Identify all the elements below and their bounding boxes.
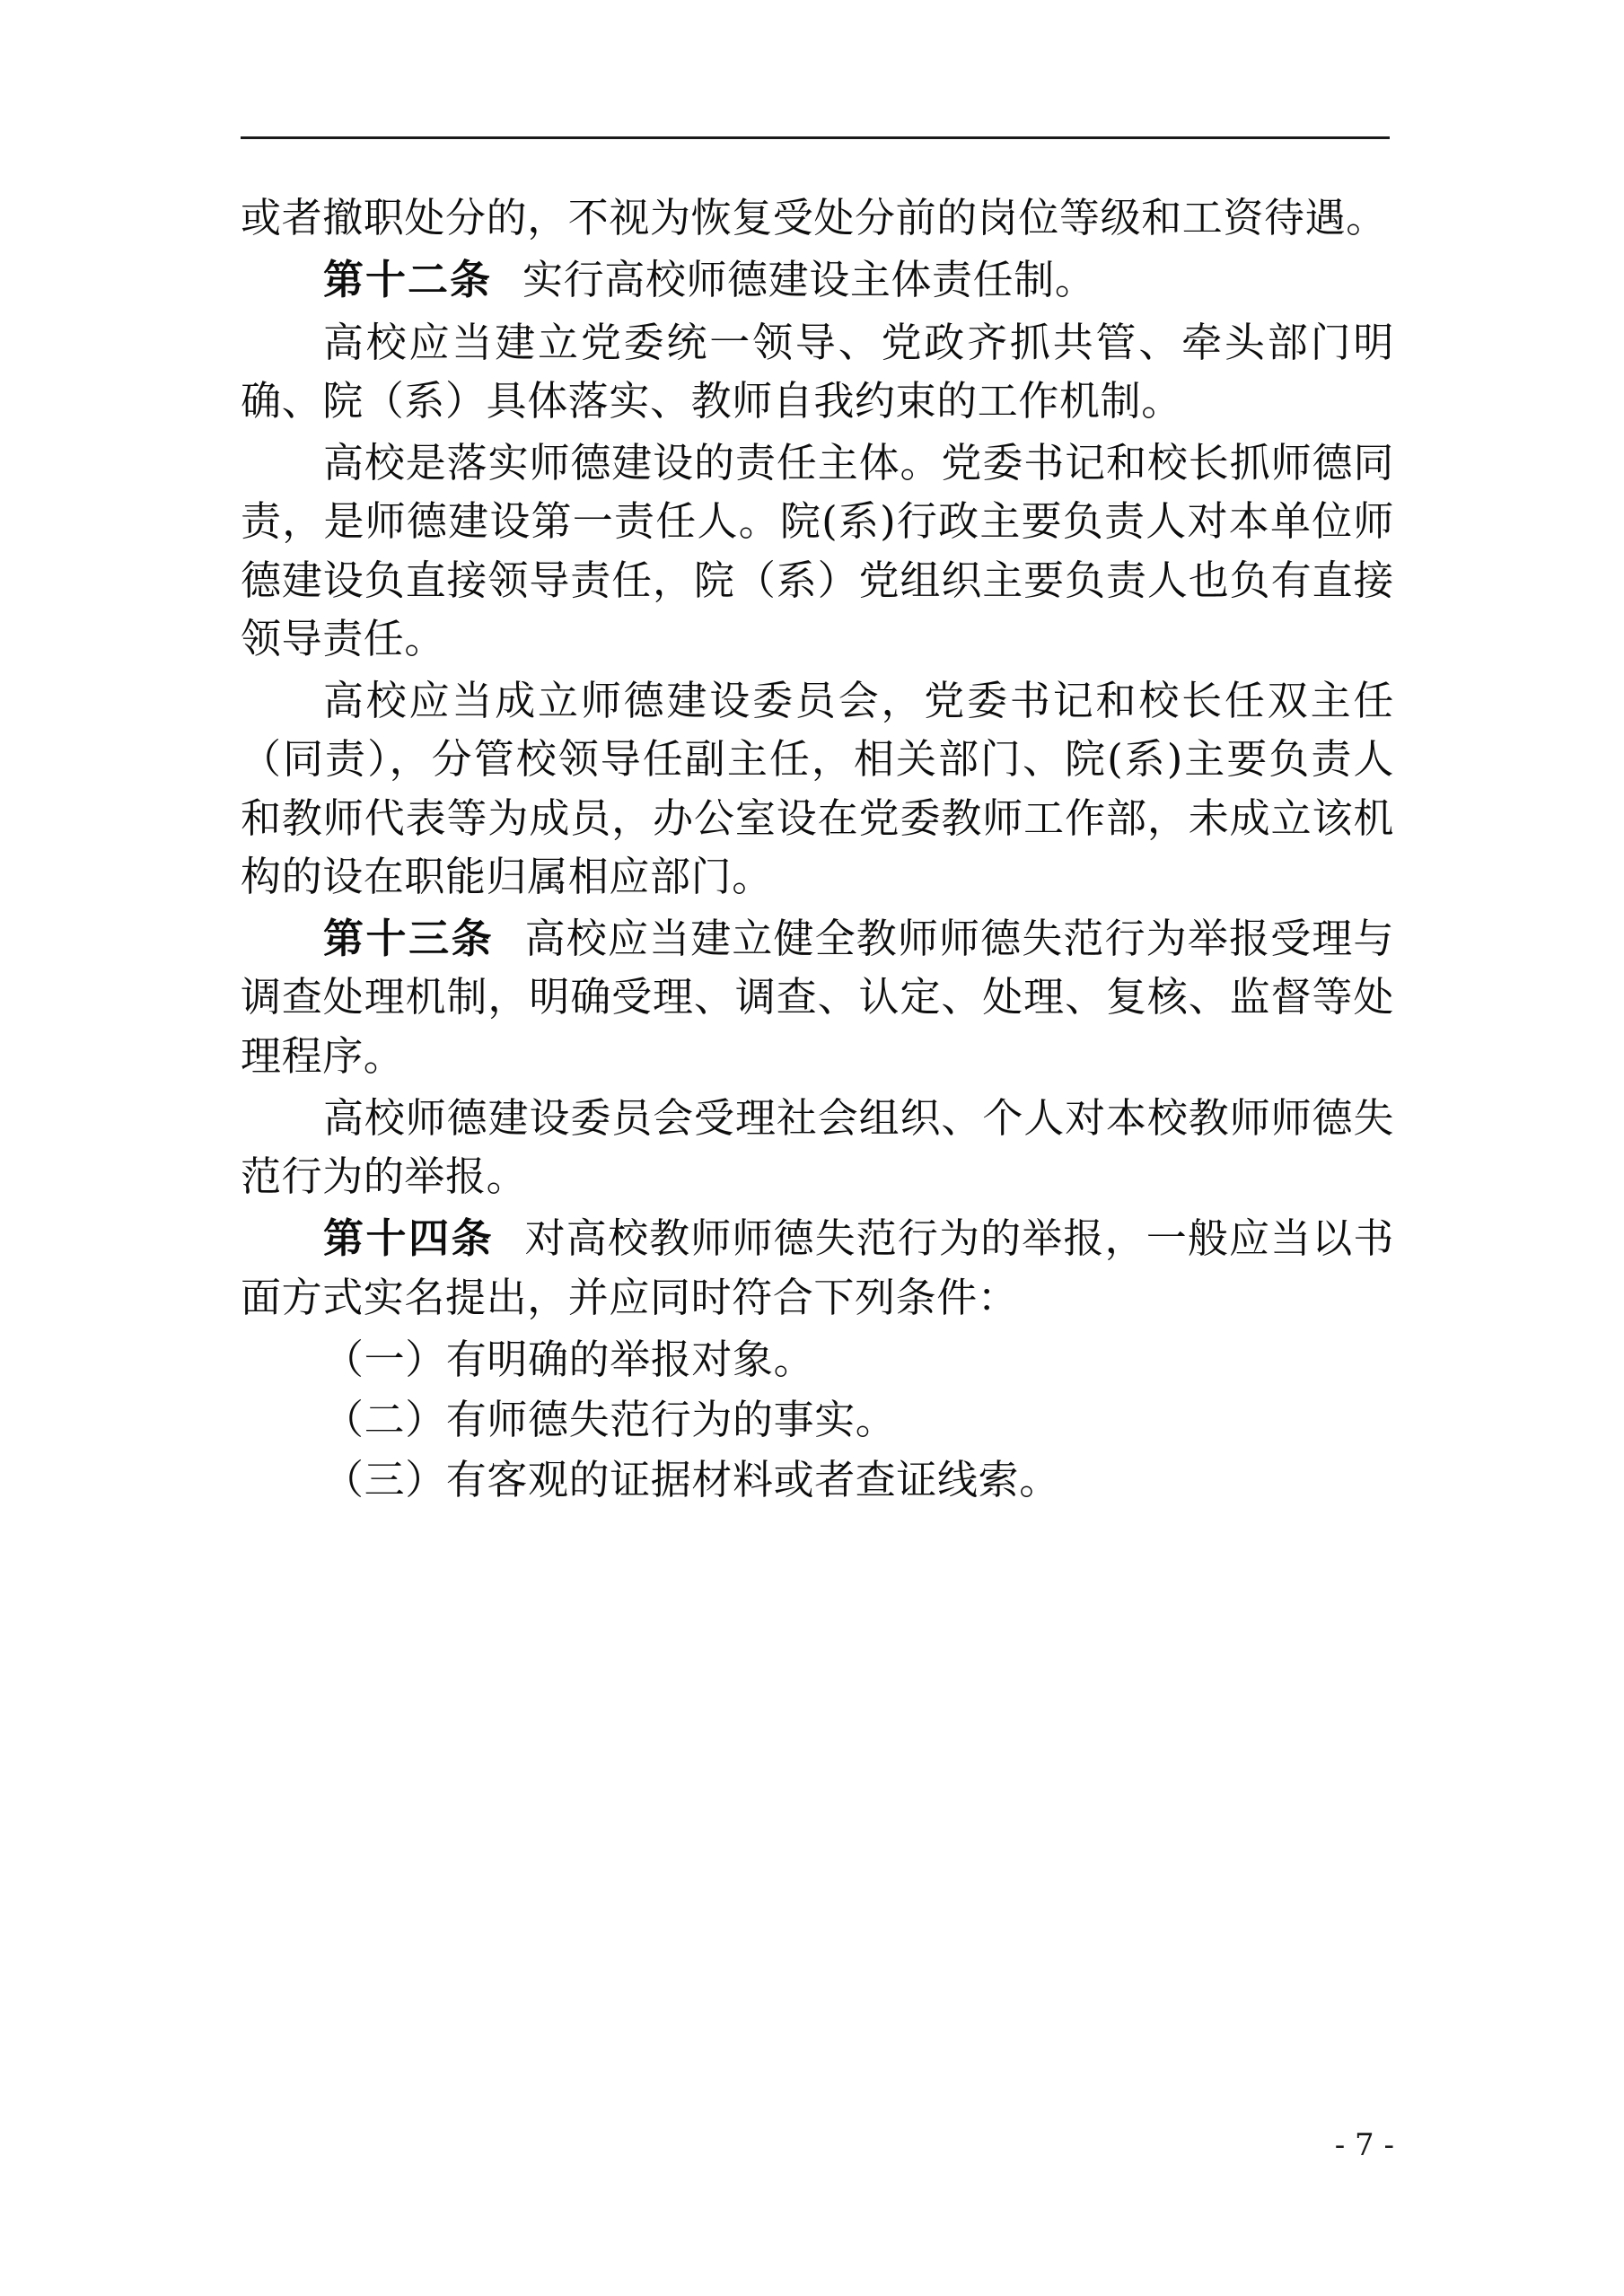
paragraph-article-13	[241, 909, 1394, 1085]
paragraph-text: 高校应当成立师德建设委员会，党委书记和校长任双主任（同责），分管校领导任副主任，相关部门、院(系)主要负责人和教师代表等为成员，办公室设在党委教师工作部，未成立该机构的设在职能归属相应部门。	[241, 677, 1394, 900]
paragraph-text: 高校是落实师德建设的责任主体。党委书记和校长抓师德同责，是师德建设第一责任人。院(系)行政主要负责人对本单位师德建设负直接领导责任，院（系）党组织主要负责人也负有直接领导责任。	[241, 439, 1394, 662]
paragraph-article-14	[241, 1209, 1394, 1327]
paragraph-text: （二）有师德失范行为的事实。	[323, 1396, 897, 1443]
paragraph-text: 高校应当建立健全教师师德失范行为举报受理与调查处理机制，明确受理、调查、认定、处理、复核、监督等处理程序。	[241, 915, 1394, 1080]
paragraph-article-13-body-1	[241, 1089, 1394, 1206]
paragraph-article-12-body-3	[241, 671, 1394, 906]
paragraph-article-12-body-2	[241, 434, 1394, 668]
paragraph-text: 实行高校师德建设主体责任制。	[522, 256, 1096, 304]
paragraph-article-12	[241, 250, 1394, 309]
paragraph-text: 高校应当建立党委统一领导、党政齐抓共管、牵头部门明确、院（系）具体落实、教师自我约束的工作机制。	[241, 318, 1394, 425]
paragraph-item-3	[241, 1450, 1394, 1509]
article-number: 第十二条	[323, 256, 493, 304]
header-divider	[241, 136, 1390, 139]
paragraph-text: （三）有客观的证据材料或者查证线索。	[323, 1456, 1060, 1504]
paragraph-article-12-body-1	[241, 313, 1394, 431]
paragraph-item-1	[241, 1330, 1394, 1389]
paragraph-text: 高校师德建设委员会受理社会组织、个人对本校教师师德失范行为的举报。	[241, 1093, 1394, 1200]
paragraph-text: （一）有明确的举报对象。	[323, 1335, 815, 1383]
article-number: 第十三条	[323, 915, 495, 962]
paragraph-item-2	[241, 1390, 1394, 1449]
document-body	[241, 188, 1394, 1512]
paragraph-text: 对高校教师师德失范行为的举报，一般应当以书面方式实名提出，并应同时符合下列条件：	[241, 1214, 1394, 1321]
paragraph-continuation	[241, 188, 1394, 247]
article-number: 第十四条	[323, 1214, 495, 1263]
page-number: - 7 -	[1334, 2127, 1394, 2163]
paragraph-text: 或者撤职处分的，不视为恢复受处分前的岗位等级和工资待遇。	[241, 194, 1387, 241]
